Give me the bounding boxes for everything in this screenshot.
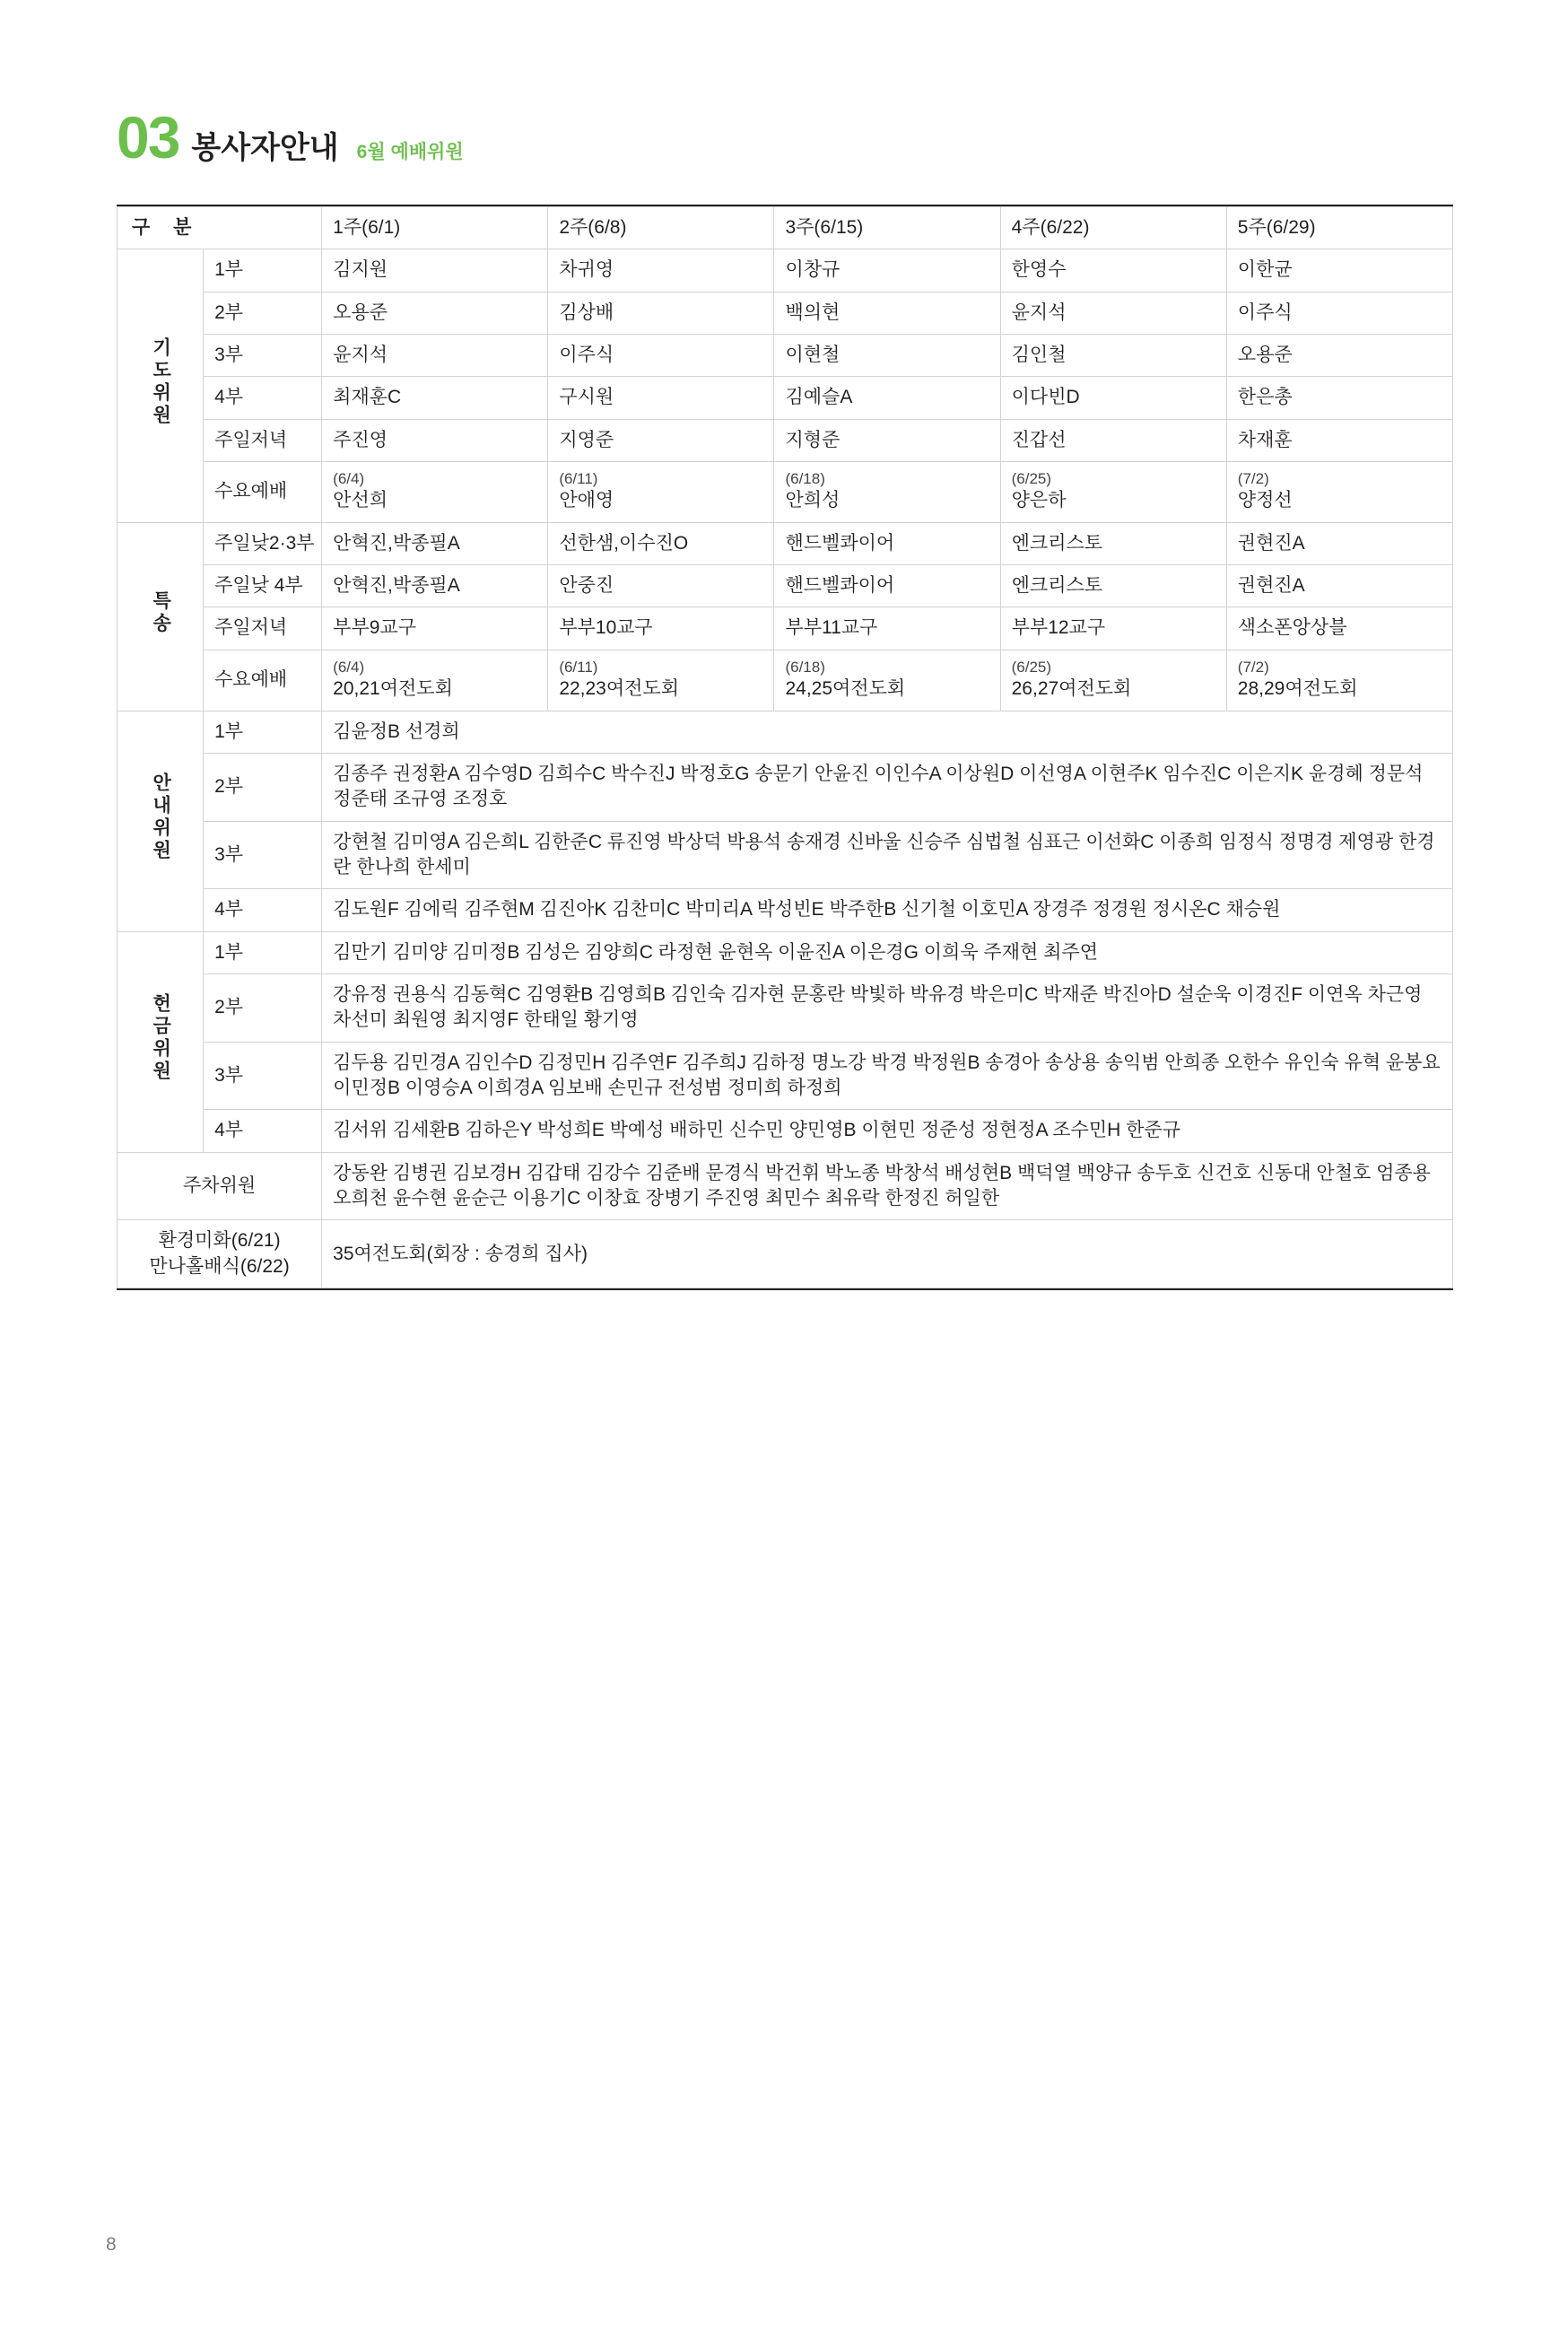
table-cell: 선한샘,이수진O — [548, 522, 774, 564]
date-hint: (7/2) — [1237, 470, 1269, 488]
table-row — [118, 973, 1453, 1042]
table-cell — [548, 650, 774, 711]
table-cell: 차귀영 — [548, 249, 774, 292]
group-label-special-text: 특송 — [150, 590, 171, 635]
cell-text: 22,23여전도회 — [559, 678, 680, 700]
table-cell: 강현철 김미영A 김은희L 김한준C 류진영 박상덕 박용석 송재경 신바울 신승주 심법철 심표근 이선화C 이종희 임정식 정명경 제영광 한경란 한나희 한세미 — [322, 821, 1453, 889]
table-cell: 지형준 — [774, 419, 1000, 461]
row-label: 1부 — [204, 249, 322, 292]
table-cell: 한영수 — [1000, 249, 1226, 292]
table-cell: 이주식 — [1226, 292, 1452, 334]
table-cell: 주진영 — [322, 419, 548, 461]
table-row — [118, 1152, 1453, 1220]
row-label: 수요예배 — [204, 650, 322, 711]
date-hint: (6/25) — [1011, 658, 1052, 676]
table-cell: 부부10교구 — [548, 607, 774, 650]
table-cell: 윤지석 — [1000, 292, 1226, 334]
group-label-cleanup-text: 환경미화(6/21) 만나홀배식(6/22) — [149, 1230, 290, 1277]
table-row — [118, 292, 1453, 334]
header-week-3: 3주(6/15) — [774, 207, 1000, 249]
table-cell: 김도원F 김에릭 김주현M 김진아K 김찬미C 박미리A 박성빈E 박주한B 신기철 이호민A 장경주 정경원 정시온C 채승원 — [322, 889, 1453, 931]
row-label: 수요예배 — [204, 462, 322, 523]
table-row — [118, 607, 1453, 650]
table-cell: 김지원 — [322, 249, 548, 292]
table-row — [118, 249, 1453, 292]
table-cell: 김서위 김세환B 김하은Y 박성희E 박예성 배하민 신수민 양민영B 이현민 정준성 정현정A 조수민H 한준규 — [322, 1110, 1453, 1152]
group-label-special — [118, 522, 204, 711]
row-label: 3부 — [204, 335, 322, 377]
table-cell — [1226, 462, 1452, 523]
table-cell: 김만기 김미양 김미정B 김성은 김양희C 라정현 윤현옥 이윤진A 이은경G 이희욱 주재현 최주연 — [322, 931, 1453, 973]
table-row — [118, 377, 1453, 419]
date-hint: (6/4) — [333, 658, 365, 676]
table-cell: 이다빈D — [1000, 377, 1226, 419]
table-cell: 지영준 — [548, 419, 774, 461]
header-week-4: 4주(6/22) — [1000, 207, 1226, 249]
table-cell — [548, 462, 774, 523]
table-row — [118, 650, 1453, 711]
table-cell: 차재훈 — [1226, 419, 1452, 461]
cell-text: 안선희 — [333, 490, 388, 511]
table-cell: 이한균 — [1226, 249, 1452, 292]
table-row — [118, 335, 1453, 377]
page-header — [117, 104, 464, 170]
table-row — [118, 753, 1453, 821]
row-label: 3부 — [204, 1042, 322, 1110]
table-cell: 이현철 — [774, 335, 1000, 377]
table-cell — [774, 462, 1000, 523]
table-row — [118, 522, 1453, 564]
table-row — [118, 821, 1453, 889]
table-cell — [1000, 462, 1226, 523]
table-cell: 김윤정B 선경희 — [322, 711, 1453, 753]
cell-text: 안애영 — [559, 490, 614, 511]
row-label: 2부 — [204, 292, 322, 334]
date-hint: (6/11) — [559, 658, 598, 676]
row-label: 주일저녁 — [204, 419, 322, 461]
table-cell: 이창규 — [774, 249, 1000, 292]
table-cell: 핸드벨콰이어 — [774, 565, 1000, 607]
table-cell: 김인철 — [1000, 335, 1226, 377]
row-label: 주일낮 4부 — [204, 565, 322, 607]
table-cell: 권현진A — [1226, 522, 1452, 564]
cell-text: 양정선 — [1237, 490, 1293, 511]
schedule-table — [117, 206, 1453, 1288]
date-hint: (7/2) — [1237, 658, 1269, 676]
table-cell: 최재훈C — [322, 377, 548, 419]
group-label-offering-text: 헌금위원 — [150, 992, 171, 1083]
table-header — [118, 207, 1453, 249]
group-label-offering — [118, 931, 204, 1152]
row-label: 1부 — [204, 711, 322, 753]
table-row — [118, 419, 1453, 461]
group-label-prayer-text: 기도위원 — [150, 336, 171, 427]
group-label-usher — [118, 711, 204, 931]
table-bottom-rule — [117, 1288, 1453, 1290]
table-cell: 안중진 — [548, 565, 774, 607]
date-hint: (6/18) — [785, 658, 825, 676]
cell-text: 양은하 — [1011, 490, 1067, 511]
header-week-5: 5주(6/29) — [1226, 207, 1452, 249]
table-row — [118, 1110, 1453, 1152]
table-cell: 구시원 — [548, 377, 774, 419]
table-cell — [322, 462, 548, 523]
table-cell: 안혁진,박종필A — [322, 565, 548, 607]
table-cell: 부부12교구 — [1000, 607, 1226, 650]
table-cell: 진갑선 — [1000, 419, 1226, 461]
cell-text: 안희성 — [785, 490, 841, 511]
table-cell: 오용준 — [322, 292, 548, 334]
table-cell: 이주식 — [548, 335, 774, 377]
table-row — [118, 711, 1453, 753]
table-cell — [1000, 650, 1226, 711]
cell-text: 28,29여전도회 — [1237, 678, 1358, 700]
table-cell: 강유정 권용식 김동혁C 김영환B 김영희B 김인숙 김자현 문홍란 박빛하 박유경 박은미C 박재준 박진아D 설순욱 이경진F 이연옥 차근영 차선미 최원영 최지영F 한태일 황기영 — [322, 973, 1453, 1042]
date-hint: (6/11) — [559, 470, 598, 488]
table-cell: 김종주 권정환A 김수영D 김희수C 박수진J 박정호G 송문기 안윤진 이인수A 이상원D 이선영A 이현주K 임수진C 이은지K 윤경혜 정문석 정준태 조규영 조정호 — [322, 753, 1453, 821]
table-cell: 엔크리스토 — [1000, 565, 1226, 607]
table-cell: 김예슬A — [774, 377, 1000, 419]
table-row — [118, 889, 1453, 931]
cell-text: 26,27여전도회 — [1011, 678, 1132, 700]
date-hint: (6/4) — [333, 470, 365, 488]
table-cell: 핸드벨콰이어 — [774, 522, 1000, 564]
header-week-1: 1주(6/1) — [322, 207, 548, 249]
table-cell: 윤지석 — [322, 335, 548, 377]
cell-text: 20,21여전도회 — [333, 678, 453, 700]
table-cell: 엔크리스토 — [1000, 522, 1226, 564]
table-cell — [322, 650, 548, 711]
schedule-table-wrapper — [117, 205, 1453, 1290]
group-label-prayer — [118, 249, 204, 522]
date-hint: (6/25) — [1011, 470, 1052, 488]
page-number: 8 — [106, 2234, 117, 2255]
table-row — [118, 1220, 1453, 1288]
row-label: 2부 — [204, 753, 322, 821]
table-cell — [1226, 650, 1452, 711]
table-row — [118, 565, 1453, 607]
section-number: 03 — [117, 104, 179, 170]
table-cell: 안혁진,박종필A — [322, 522, 548, 564]
header-week-2: 2주(6/8) — [548, 207, 774, 249]
group-label-parking: 주차위원 — [118, 1152, 322, 1220]
table-row — [118, 462, 1453, 523]
table-cell: 오용준 — [1226, 335, 1452, 377]
table-cell — [774, 650, 1000, 711]
table-cell: 색소폰앙상블 — [1226, 607, 1452, 650]
row-label: 2부 — [204, 973, 322, 1042]
table-cell: 김두용 김민경A 김인수D 김정민H 김주연F 김주희J 김하정 명노강 박경 박정원B 송경아 송상용 송익범 안희종 오한수 유인숙 유혁 윤봉요 이민정B 이영승A 이희경A 임보배 손민규 전성범 정미희 하정희 — [322, 1042, 1453, 1110]
row-label: 4부 — [204, 377, 322, 419]
table-body — [118, 249, 1453, 1288]
row-label: 주일낮2·3부 — [204, 522, 322, 564]
cell-text: 24,25여전도회 — [785, 678, 906, 700]
row-label: 주일저녁 — [204, 607, 322, 650]
table-cell: 한은총 — [1226, 377, 1452, 419]
table-row — [118, 1042, 1453, 1110]
table-cell: 35여전도회(회장 : 송경희 집사) — [322, 1220, 1453, 1288]
row-label: 4부 — [204, 889, 322, 931]
table-cell: 부부9교구 — [322, 607, 548, 650]
table-cell: 권현진A — [1226, 565, 1452, 607]
table-cell: 강동완 김병권 김보경H 김갑태 김강수 김준배 문경식 박건휘 박노종 박창석 배성현B 백덕열 백양규 송두호 신건호 신동대 안철호 엄종용 오희천 윤수현 윤순근 이용기C 이창효 장병기 주진영 최민수 최유락 한정진 허일한 — [322, 1152, 1453, 1220]
row-label: 3부 — [204, 821, 322, 889]
row-label: 4부 — [204, 1110, 322, 1152]
date-hint: (6/18) — [785, 470, 825, 488]
table-row — [118, 931, 1453, 973]
header-gubun: 구 분 — [118, 207, 322, 249]
page-subtitle: 6월 예배위원 — [356, 142, 464, 162]
table-cell: 백의현 — [774, 292, 1000, 334]
page-title: 봉사자안내 — [191, 131, 339, 165]
table-header-row — [118, 207, 1453, 249]
group-label-usher-text: 안내위원 — [150, 772, 171, 862]
row-label: 1부 — [204, 931, 322, 973]
table-cell: 부부11교구 — [774, 607, 1000, 650]
table-cell: 김상배 — [548, 292, 774, 334]
group-label-cleanup — [118, 1220, 322, 1288]
